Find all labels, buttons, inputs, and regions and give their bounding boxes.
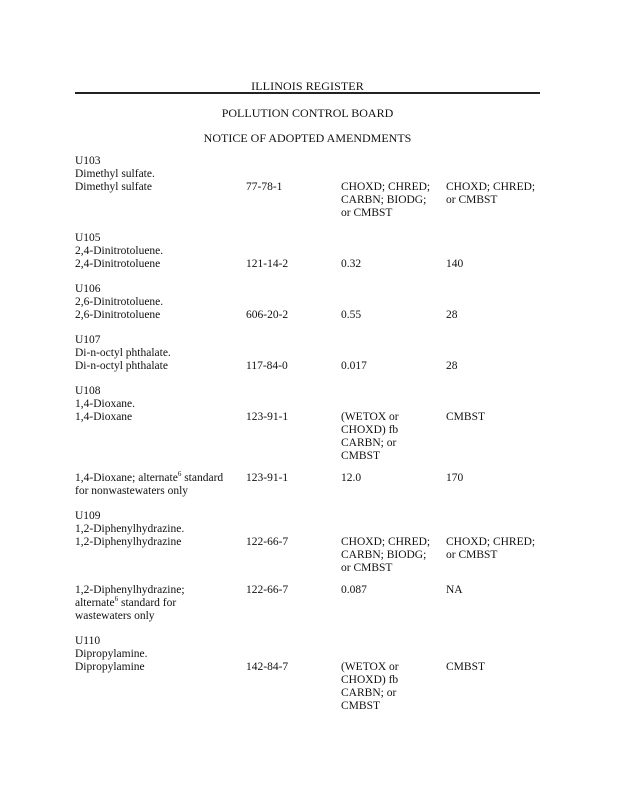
cas-number: 122-66-7 <box>246 536 289 548</box>
waste-name: Di-n-octyl phthalate. <box>75 347 171 359</box>
cas-number: 77-78-1 <box>246 181 283 193</box>
waste-name: 1,4-Dioxane. <box>75 398 136 410</box>
waste-name: 1,2-Diphenylhydrazine. <box>75 523 185 535</box>
nonwastewater-standard-line: CMBST <box>446 411 485 423</box>
constituent-name <box>75 360 235 373</box>
wastewater-standard-line: CHOXD) fb <box>341 674 399 686</box>
table-row <box>75 661 555 713</box>
wastewater-standard-line: CARBN; or <box>341 437 397 449</box>
nonwastewater-standard <box>446 584 551 597</box>
waste-name: 2,6-Dinitrotoluene. <box>75 296 164 308</box>
wastewater-standard-line: or CMBST <box>341 207 393 219</box>
wastewater-standard <box>341 584 443 597</box>
wastewater-standard <box>341 181 443 220</box>
nonwastewater-standard-line: 140 <box>446 258 464 270</box>
waste-entry <box>75 283 555 322</box>
constituent-name-line: alternate$^6$ standard for <box>75 595 177 609</box>
table-row <box>75 536 555 575</box>
cas-number: 117-84-0 <box>246 360 288 372</box>
nonwastewater-standard-line: CHOXD; CHRED; <box>446 536 536 548</box>
constituent-name <box>75 472 235 498</box>
constituent-name <box>75 536 235 549</box>
constituent-name <box>75 309 235 322</box>
waste-entry <box>75 334 555 373</box>
constituent-name <box>75 411 235 424</box>
constituent-name-line: 1,2-Diphenylhydrazine; <box>75 584 185 596</box>
wastewater-standard-line: (WETOX or <box>341 411 399 423</box>
constituent-name-line: 1,4-Dioxane <box>75 411 133 423</box>
nonwastewater-standard <box>446 181 551 207</box>
nonwastewater-standard <box>446 258 551 271</box>
wastewater-standard-line: (WETOX or <box>341 661 399 673</box>
waste-name: Dimethyl sulfate. <box>75 168 155 180</box>
table-row <box>75 411 555 463</box>
wastewater-standard-line: 0.087 <box>341 584 367 596</box>
constituent-name-line: Dipropylamine <box>75 661 145 673</box>
constituent-name-line: 2,6-Dinitrotoluene <box>75 309 161 321</box>
waste-code: U103 <box>75 155 101 167</box>
waste-code: U108 <box>75 385 101 397</box>
nonwastewater-standard-line: 28 <box>446 309 458 321</box>
wastewater-standard-line: 0.55 <box>341 309 362 321</box>
cas-number: 142-84-7 <box>246 661 289 673</box>
nonwastewater-standard-line: 170 <box>446 472 464 484</box>
nonwastewater-standard <box>446 411 551 424</box>
wastewater-standard <box>341 360 443 373</box>
nonwastewater-standard <box>446 661 551 674</box>
table-row <box>75 181 555 220</box>
cas-number: 606-20-2 <box>246 309 289 321</box>
waste-code: U107 <box>75 334 101 346</box>
treatment-standards-table <box>75 155 555 725</box>
constituent-name-line: for nonwastewaters only <box>75 485 189 497</box>
header-rule <box>75 92 540 94</box>
wastewater-standard <box>341 258 443 271</box>
constituent-name <box>75 181 235 194</box>
wastewater-standard-line: CHOXD; CHRED; <box>341 181 431 193</box>
waste-entry <box>75 510 555 623</box>
nonwastewater-standard-line: or CMBST <box>446 549 498 561</box>
register-title: ILLINOIS REGISTER <box>251 79 364 93</box>
table-row <box>75 584 555 623</box>
waste-entry <box>75 635 555 713</box>
waste-name: Dipropylamine. <box>75 648 148 660</box>
nonwastewater-standard <box>446 472 551 485</box>
wastewater-standard-line: 0.017 <box>341 360 367 372</box>
nonwastewater-standard <box>446 536 551 562</box>
notice-title: NOTICE OF ADOPTED AMENDMENTS <box>203 131 412 145</box>
constituent-name <box>75 258 235 271</box>
nonwastewater-standard-line: CMBST <box>446 661 485 673</box>
nonwastewater-standard <box>446 360 551 373</box>
wastewater-standard <box>341 536 443 575</box>
wastewater-standard-line: CARBN; BIODG; <box>341 194 427 206</box>
cas-number: 122-66-7 <box>246 584 289 596</box>
wastewater-standard-line: CHOXD) fb <box>341 424 399 436</box>
nonwastewater-standard-line: or CMBST <box>446 194 498 206</box>
wastewater-standard <box>341 472 443 485</box>
wastewater-standard-line: CMBST <box>341 700 380 712</box>
wastewater-standard <box>341 309 443 322</box>
wastewater-standard-line: CARBN; BIODG; <box>341 549 427 561</box>
wastewater-standard-line: CARBN; or <box>341 687 397 699</box>
waste-code: U110 <box>75 635 101 647</box>
waste-name: 2,4-Dinitrotoluene. <box>75 245 164 257</box>
constituent-name <box>75 584 235 623</box>
table-row <box>75 309 555 322</box>
waste-code: U109 <box>75 510 101 522</box>
table-row <box>75 258 555 271</box>
waste-entry <box>75 155 555 220</box>
constituent-name-line: 1,4-Dioxane; alternate$^6$ standard <box>75 470 224 484</box>
waste-code: U105 <box>75 232 101 244</box>
waste-entry <box>75 385 555 498</box>
constituent-name-line: Di-n-octyl phthalate <box>75 360 168 372</box>
nonwastewater-standard-line: 28 <box>446 360 458 372</box>
constituent-name-line: 2,4-Dinitrotoluene <box>75 258 161 270</box>
waste-code: U106 <box>75 283 101 295</box>
wastewater-standard-line: or CMBST <box>341 562 393 574</box>
cas-number: 123-91-1 <box>246 411 289 423</box>
constituent-name-line: Dimethyl sulfate <box>75 181 152 193</box>
wastewater-standard <box>341 661 443 713</box>
table-row <box>75 360 555 373</box>
constituent-name <box>75 661 235 674</box>
nonwastewater-standard-line: CHOXD; CHRED; <box>446 181 536 193</box>
board-title: POLLUTION CONTROL BOARD <box>221 106 394 120</box>
wastewater-standard-line: 0.32 <box>341 258 362 270</box>
constituent-name-line: 1,2-Diphenylhydrazine <box>75 536 182 548</box>
table-row <box>75 472 555 498</box>
constituent-name-line: wastewaters only <box>75 610 155 622</box>
nonwastewater-standard-line: NA <box>446 584 463 596</box>
wastewater-standard <box>341 411 443 463</box>
waste-entry <box>75 232 555 271</box>
cas-number: 123-91-1 <box>246 472 289 484</box>
wastewater-standard-line: 12.0 <box>341 472 362 484</box>
wastewater-standard-line: CMBST <box>341 450 380 462</box>
nonwastewater-standard <box>446 309 551 322</box>
cas-number: 121-14-2 <box>246 258 289 270</box>
wastewater-standard-line: CHOXD; CHRED; <box>341 536 431 548</box>
